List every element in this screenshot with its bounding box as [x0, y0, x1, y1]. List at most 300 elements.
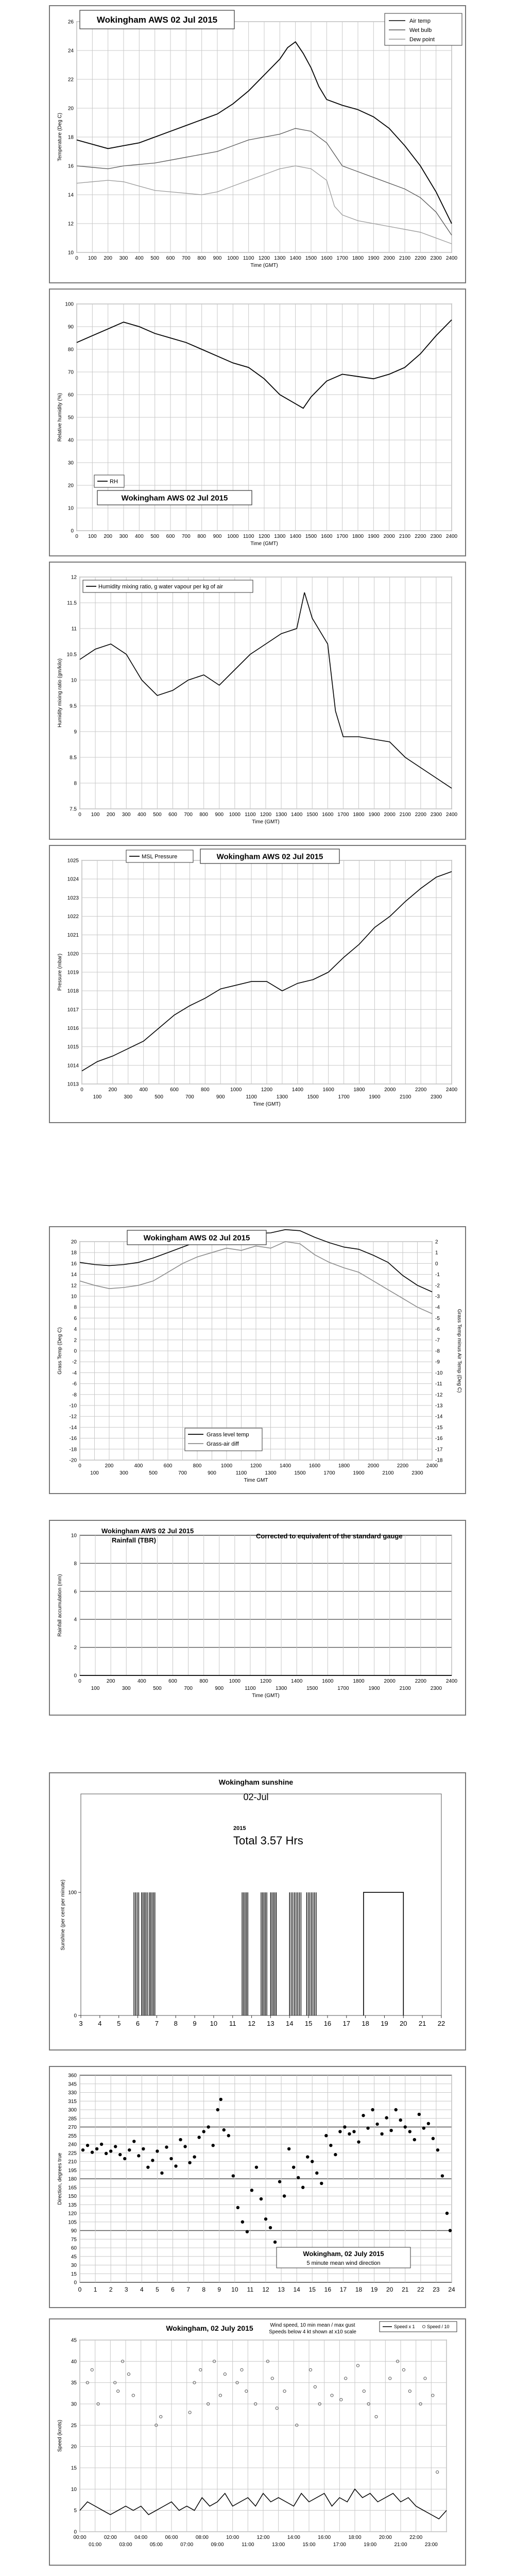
y-tick-label: -6	[72, 1381, 77, 1387]
data-point	[128, 2148, 131, 2151]
x-tick-label: 1500	[307, 1094, 319, 1100]
y-tick-label: 35	[71, 2380, 77, 2386]
data-point	[132, 2140, 135, 2143]
y-tick-label: 10	[71, 1294, 77, 1300]
y-axis-label: Sunshine (per cent per minute)	[60, 1879, 66, 1951]
y-tick-label: -16	[69, 1436, 77, 1442]
x-tick-label: 1800	[352, 256, 364, 261]
y-tick-label: 1017	[67, 1007, 79, 1013]
x-tick-label: 2400	[445, 1679, 458, 1684]
x-tick-label: 08:00	[195, 2535, 209, 2540]
x-tick-label: 800	[193, 1463, 202, 1469]
y-tick-label: 0	[71, 528, 74, 534]
data-point	[146, 2165, 149, 2168]
data-point	[245, 2390, 248, 2393]
y-axis-label: Humidity mixing ratio (gm/kilo)	[57, 658, 63, 727]
y-tick-label: 60	[67, 392, 74, 398]
chart-subtitle: Wind speed, 10 min mean / max gust	[270, 2323, 355, 2328]
y-tick-label: 345	[68, 2081, 77, 2088]
x-tick-label: 2300	[430, 256, 442, 261]
y2-tick-label: -3	[435, 1294, 440, 1300]
x-tick-label: 12:00	[256, 2535, 270, 2540]
y-tick-label: 1025	[67, 858, 79, 864]
x-axis-label: Time (GMT)	[250, 263, 278, 268]
x-tick-label: 300	[119, 1470, 128, 1476]
y-tick-label: 12	[71, 1283, 77, 1289]
x-tick-label: 1500	[306, 812, 318, 818]
x-tick-label: 22:00	[409, 2535, 423, 2540]
chart-subtitle: 02-Jul	[243, 1792, 269, 1802]
x-tick-label: 1200	[260, 1679, 272, 1684]
data-point	[156, 2149, 159, 2153]
y-tick-label: 40	[67, 437, 74, 444]
x-tick-label: 8	[174, 2020, 178, 2027]
y-tick-label: 180	[68, 2176, 77, 2182]
x-tick-label: 1600	[321, 256, 333, 261]
data-point	[81, 2148, 84, 2151]
data-point	[105, 2152, 108, 2155]
x-tick-label: 2200	[415, 256, 426, 261]
y-tick-label: 8	[74, 781, 77, 787]
y2-tick-label: -5	[435, 1315, 440, 1321]
data-point	[132, 2394, 134, 2397]
data-point	[193, 2155, 196, 2158]
y-tick-label: 20	[71, 2444, 77, 2450]
data-point	[142, 2147, 145, 2150]
y-tick-label: 18	[71, 1250, 77, 1256]
data-point	[362, 2114, 365, 2117]
y2-tick-label: -15	[435, 1425, 443, 1431]
y-tick-label: 330	[68, 2090, 77, 2096]
x-tick-label: 2000	[383, 256, 395, 261]
x-tick-label: 2200	[415, 812, 426, 818]
x-tick-label: 13	[278, 2286, 285, 2293]
x-tick-label: 1600	[322, 1679, 334, 1684]
y-tick-label: 150	[68, 2194, 77, 2199]
x-tick-label: 800	[199, 1679, 209, 1684]
x-tick-label: 1300	[276, 1094, 288, 1100]
data-point	[320, 2182, 323, 2185]
x-tick-label: 900	[215, 812, 224, 818]
x-tick-label: 1500	[305, 256, 317, 261]
y-tick-label: -18	[69, 1447, 77, 1453]
y-tick-label: 225	[68, 2150, 77, 2157]
x-tick-label: 800	[199, 812, 209, 818]
x-tick-label: 1500	[294, 1470, 306, 1476]
wind-speed-chart	[50, 2319, 465, 2565]
data-point	[118, 2153, 122, 2156]
data-point	[404, 2125, 407, 2128]
data-point	[151, 2159, 154, 2162]
x-tick-label: 1000	[227, 534, 239, 539]
x-tick-label: 500	[150, 534, 160, 539]
y2-tick-label: -2	[435, 1283, 440, 1289]
data-point	[340, 2398, 342, 2401]
rainfall-chart	[50, 1521, 465, 1715]
y-tick-label: 40	[71, 2359, 77, 2365]
wind-direction-chart-panel	[49, 2066, 466, 2308]
x-tick-label: 21	[418, 2020, 426, 2027]
x-tick-label: 11	[247, 2286, 254, 2293]
y-axis-label: Rainfall accumulation (mm)	[57, 1574, 63, 1637]
x-tick-label: 0	[75, 534, 78, 539]
x-tick-label: 15:00	[302, 2542, 316, 2548]
legend-label: Wet bulb	[409, 27, 432, 33]
y2-tick-label: -1	[435, 1272, 440, 1278]
data-point	[371, 2108, 374, 2111]
mixing-ratio-chart-panel	[49, 562, 466, 840]
x-tick-label: 2400	[445, 534, 458, 539]
x-tick-label: 9	[193, 2020, 197, 2027]
y-tick-label: 165	[68, 2185, 77, 2191]
x-tick-label: 200	[108, 1087, 117, 1093]
y-tick-label: 0	[74, 1348, 77, 1354]
x-tick-label: 2100	[399, 534, 411, 539]
y-tick-label: 255	[68, 2133, 77, 2139]
x-tick-label: 600	[168, 812, 177, 818]
data-point	[114, 2145, 117, 2148]
x-tick-label: 1700	[338, 1094, 350, 1100]
data-point	[436, 2148, 439, 2151]
y-tick-label: 11	[71, 626, 77, 632]
data-point	[227, 2134, 230, 2137]
x-tick-label: 400	[137, 1679, 146, 1684]
x-tick-label: 400	[134, 256, 144, 261]
legend-label: Grass level temp	[207, 1432, 249, 1438]
data-point	[334, 2153, 337, 2156]
x-tick-label: 05:00	[149, 2542, 163, 2548]
x-tick-label: 1800	[353, 812, 365, 818]
x-tick-label: 1300	[274, 256, 286, 261]
x-tick-label: 1400	[289, 256, 301, 261]
data-point	[427, 2122, 430, 2125]
x-tick-label: 2	[109, 2286, 113, 2293]
x-tick-label: 1700	[336, 534, 348, 539]
y-tick-label: 15	[71, 2271, 77, 2277]
x-tick-label: 2200	[415, 1679, 426, 1684]
x-tick-label: 1000	[227, 256, 239, 261]
y-tick-label: 90	[67, 324, 74, 330]
chart-title: Wokingham, 02 July 2015	[166, 2324, 253, 2332]
data-point	[389, 2129, 392, 2132]
y-tick-label: 5	[74, 2508, 77, 2514]
x-tick-label: 200	[105, 1463, 114, 1469]
y-tick-label: 105	[68, 2219, 77, 2226]
x-tick-label: 2000	[384, 1087, 396, 1093]
y-tick-label: 26	[67, 19, 74, 25]
x-tick-label: 1200	[250, 1463, 262, 1469]
x-tick-label: 1800	[353, 1679, 365, 1684]
x-tick-label: 4	[98, 2020, 102, 2027]
data-point	[232, 2174, 235, 2177]
chart-note: Speeds below 4 kt shown at x10 scale	[269, 2329, 356, 2335]
x-tick-label: 16	[324, 2286, 332, 2293]
data-point	[241, 2221, 244, 2224]
chart-title: Wokingham AWS 02 Jul 2015	[101, 1527, 194, 1535]
y2-tick-label: -17	[435, 1447, 443, 1453]
x-tick-label: 7	[154, 2020, 159, 2027]
x-tick-label: 600	[166, 256, 175, 261]
y-tick-label: 270	[68, 2125, 77, 2130]
x-tick-label: 1400	[279, 1463, 291, 1469]
data-point	[188, 2161, 191, 2164]
data-point	[343, 2125, 346, 2128]
y-tick-label: 240	[68, 2142, 77, 2148]
data-point	[424, 2377, 426, 2380]
x-tick-label: 17	[339, 2286, 347, 2293]
x-tick-label: 12	[248, 2020, 255, 2027]
y-tick-label: 16	[67, 163, 74, 170]
y2-tick-label: -6	[435, 1327, 440, 1333]
x-tick-label: 2000	[384, 812, 396, 818]
data-point	[95, 2147, 98, 2150]
x-tick-label: 17:00	[333, 2542, 346, 2548]
y2-tick-label: -14	[435, 1414, 443, 1420]
x-tick-label: 300	[119, 534, 128, 539]
x-tick-label: 7	[186, 2286, 190, 2293]
x-tick-label: 700	[185, 1094, 194, 1100]
data-point	[91, 2368, 93, 2371]
y-tick-label: 300	[68, 2107, 77, 2113]
y2-tick-label: 2	[435, 1239, 438, 1245]
x-tick-label: 18	[355, 2286, 363, 2293]
chart-note: Corrected to equivalent of the standard gauge	[256, 1532, 403, 1540]
y-tick-label: -12	[69, 1414, 77, 1420]
humidity-chart-panel	[49, 289, 466, 556]
x-tick-label: 2200	[397, 1463, 409, 1469]
x-tick-label: 2000	[383, 534, 395, 539]
x-tick-label: 1600	[308, 1463, 321, 1469]
x-tick-label: 8	[202, 2286, 206, 2293]
y-tick-label: 10	[71, 1533, 77, 1539]
x-tick-label: 600	[166, 534, 175, 539]
x-tick-label: 5	[156, 2286, 159, 2293]
grass-temp-chart	[50, 1227, 465, 1493]
x-tick-label: 300	[124, 1094, 133, 1100]
y-tick-label: 1021	[67, 933, 79, 939]
x-tick-label: 2200	[415, 534, 426, 539]
x-tick-label: 15	[308, 2286, 316, 2293]
x-tick-label: 10	[210, 2020, 218, 2027]
y-tick-label: 30	[67, 460, 74, 466]
data-point	[219, 2098, 222, 2101]
data-point	[389, 2377, 391, 2380]
legend-label: Grass-air diff	[207, 1441, 239, 1447]
data-point	[212, 2144, 215, 2147]
x-tick-label: 1000	[229, 812, 241, 818]
x-tick-label: 1400	[291, 1087, 303, 1093]
x-tick-label: 20	[386, 2286, 393, 2293]
y-axis-label: Relative humidity (%)	[57, 393, 63, 442]
y-tick-label: 70	[67, 369, 74, 376]
data-point	[301, 2186, 304, 2189]
x-tick-label: 12	[262, 2286, 269, 2293]
x-axis-label: Time (GMT)	[252, 819, 280, 825]
y-tick-label: 1015	[67, 1044, 79, 1050]
data-point	[338, 2130, 341, 2133]
y-tick-label: 8	[74, 1561, 77, 1567]
x-tick-label: 6	[171, 2286, 175, 2293]
x-tick-label: 500	[153, 812, 162, 818]
y-tick-label: 1023	[67, 895, 79, 901]
y-tick-label: 15	[71, 2465, 77, 2471]
y-tick-label: 4	[74, 1327, 77, 1333]
data-point	[236, 2206, 239, 2209]
x-tick-label: 1600	[322, 1087, 334, 1093]
x-tick-label: 10:00	[226, 2535, 239, 2540]
wind-direction-chart	[50, 2067, 465, 2307]
y-tick-label: 1024	[67, 876, 79, 883]
x-tick-label: 200	[106, 812, 115, 818]
data-point	[418, 2113, 421, 2116]
data-point	[399, 2119, 402, 2122]
x-tick-label: 18	[362, 2020, 369, 2027]
y-tick-label: 20	[71, 1239, 77, 1245]
x-tick-label: 1500	[306, 1686, 318, 1691]
data-point	[160, 2172, 163, 2175]
x-tick-label: 11:00	[242, 2542, 254, 2548]
data-point	[314, 2385, 316, 2388]
x-tick-label: 300	[122, 1686, 131, 1691]
data-point	[297, 2176, 300, 2179]
x-tick-label: 1100	[243, 534, 254, 539]
data-point	[202, 2130, 205, 2133]
data-point	[199, 2368, 202, 2371]
x-tick-label: 1100	[243, 256, 254, 261]
y-axis-label: Pressure (mbar)	[57, 953, 63, 991]
x-tick-label: 100	[93, 1094, 102, 1100]
x-tick-label: 700	[184, 812, 193, 818]
data-point	[283, 2194, 286, 2197]
data-point	[255, 2165, 258, 2168]
x-axis-label: Time (GMT)	[250, 541, 278, 547]
x-tick-label: 1800	[352, 534, 364, 539]
x-tick-label: 1100	[245, 812, 256, 818]
y-axis-label: Temperature (Deg C)	[57, 113, 63, 161]
x-tick-label: 03:00	[119, 2542, 132, 2548]
y-tick-label: -10	[69, 1403, 77, 1409]
x-tick-label: 2200	[415, 1087, 427, 1093]
x-tick-label: 1000	[230, 1087, 242, 1093]
data-point	[441, 2174, 444, 2177]
y-tick-label: -4	[72, 1370, 77, 1376]
data-point	[179, 2138, 182, 2141]
x-tick-label: 1600	[321, 534, 333, 539]
x-tick-label: 0	[78, 812, 81, 818]
data-point	[449, 2229, 452, 2232]
x-tick-label: 22	[417, 2286, 424, 2293]
data-point	[413, 2138, 416, 2141]
y-tick-label: 14	[71, 1272, 77, 1278]
y2-tick-label: -12	[435, 1392, 443, 1398]
x-tick-label: 1300	[275, 812, 287, 818]
y-tick-label: 18	[67, 134, 74, 141]
y2-tick-label: -11	[435, 1381, 442, 1387]
x-tick-label: 19	[370, 2286, 378, 2293]
y-tick-label: 2	[74, 1337, 77, 1344]
x-tick-label: 800	[197, 534, 207, 539]
y-tick-label: 60	[71, 2245, 77, 2251]
data-point	[197, 2136, 200, 2139]
x-tick-label: 18:00	[348, 2535, 362, 2540]
x-tick-label: 100	[88, 256, 97, 261]
x-tick-label: 2000	[367, 1463, 380, 1469]
chart-title: Wokingham AWS 02 Jul 2015	[216, 852, 323, 861]
x-tick-label: 13:00	[272, 2542, 285, 2548]
temperature-chart-panel	[49, 5, 466, 283]
chart-title: Wokingham AWS 02 Jul 2015	[121, 494, 228, 503]
x-tick-label: 20:00	[379, 2535, 392, 2540]
y-tick-label: 45	[71, 2254, 77, 2260]
data-point	[224, 2373, 226, 2376]
y-tick-label: 45	[71, 2337, 77, 2344]
x-tick-label: 1700	[337, 812, 349, 818]
x-tick-label: 2400	[445, 256, 458, 261]
x-tick-label: 06:00	[165, 2535, 178, 2540]
x-tick-label: 400	[134, 534, 144, 539]
x-tick-label: 1300	[274, 534, 286, 539]
data-point	[402, 2368, 405, 2371]
data-point	[380, 2132, 383, 2136]
x-tick-label: 4	[140, 2286, 144, 2293]
x-tick-label: 900	[208, 1470, 216, 1476]
x-tick-label: 800	[200, 1087, 210, 1093]
x-tick-label: 21	[402, 2286, 409, 2293]
legend-label: MSL Pressure	[142, 854, 178, 860]
x-tick-label: 500	[150, 256, 160, 261]
chart-title: Wokingham AWS 02 Jul 2015	[96, 15, 218, 25]
x-tick-label: 700	[181, 534, 191, 539]
x-tick-label: 500	[154, 1094, 163, 1100]
chart-subtitle: 5 minute mean wind direction	[306, 2260, 381, 2266]
y-tick-label: 16	[71, 1261, 77, 1267]
data-point	[363, 2390, 365, 2393]
x-tick-label: 800	[197, 256, 207, 261]
y-tick-label: 0	[74, 2529, 77, 2535]
legend-label: Air temp	[409, 18, 431, 24]
x-axis-label: Time (GMT)	[253, 1101, 281, 1107]
x-tick-label: 500	[153, 1686, 162, 1691]
y-tick-label: 11.5	[67, 600, 77, 606]
rainfall-chart-panel	[49, 1520, 466, 1716]
y2-axis-label: Grass Temp minus Air Temp (Deg C)	[456, 1309, 462, 1393]
data-point	[222, 2128, 226, 2131]
x-tick-label: 1900	[368, 256, 380, 261]
x-tick-label: 04:00	[134, 2535, 148, 2540]
y2-tick-label: -7	[435, 1337, 440, 1344]
y-tick-label: 1019	[67, 970, 79, 976]
y-tick-label: 135	[68, 2202, 77, 2208]
y2-tick-label: 0	[435, 1261, 438, 1267]
x-tick-label: 6	[135, 2020, 140, 2027]
x-tick-label: 1200	[261, 1087, 273, 1093]
chart-title: Wokingham sunshine	[218, 1778, 294, 1786]
data-point	[315, 2172, 318, 2175]
x-tick-label: 200	[104, 534, 113, 539]
x-tick-label: 2400	[445, 812, 458, 818]
x-tick-label: 21:00	[394, 2542, 407, 2548]
x-tick-label: 300	[122, 812, 131, 818]
data-point	[287, 2147, 290, 2150]
y2-tick-label: -8	[435, 1348, 440, 1354]
data-point	[445, 2212, 449, 2215]
x-tick-label: 2300	[430, 1686, 442, 1691]
x-tick-label: 1200	[258, 534, 270, 539]
data-point	[432, 2137, 435, 2140]
sunshine-bar	[364, 1892, 403, 2015]
y-tick-label: 0	[74, 2013, 77, 2019]
data-point	[375, 2123, 379, 2126]
